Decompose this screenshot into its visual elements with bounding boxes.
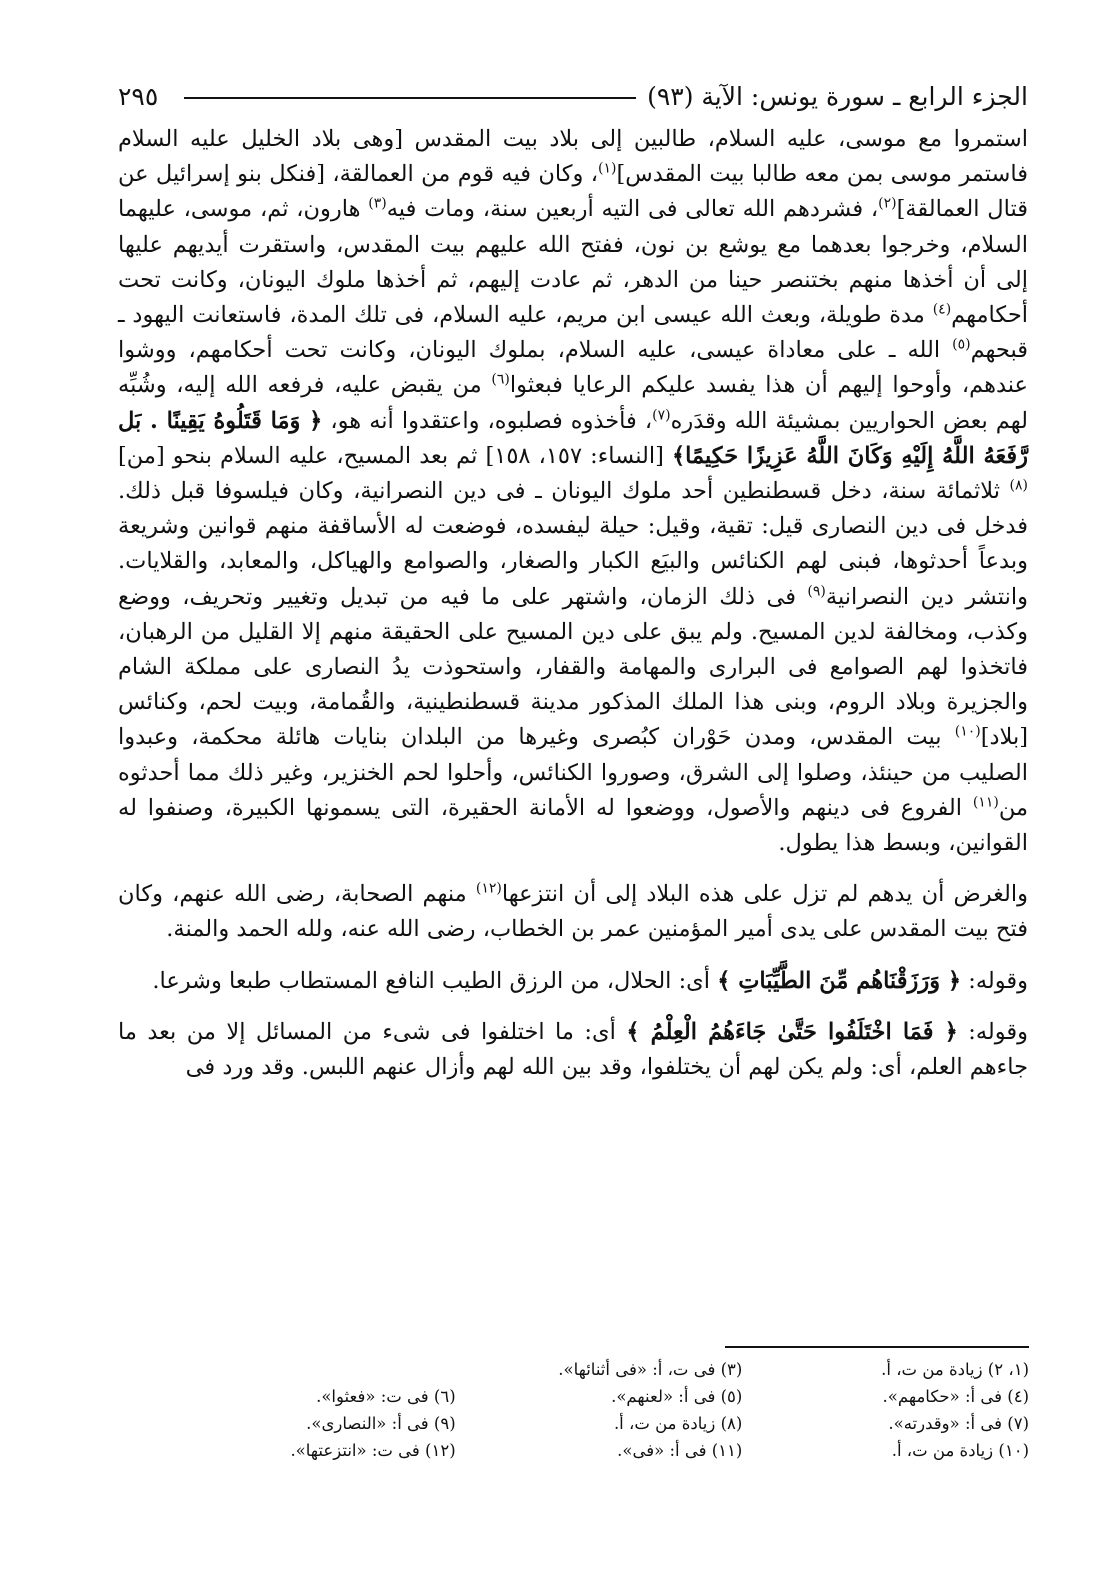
footnote-ref: (٢) bbox=[878, 195, 897, 212]
text-run: وقوله: bbox=[957, 1018, 1028, 1045]
quran-verse: ﴿ فَمَا اخْتَلَفُوا حَتَّىٰ جَاءَهُمُ الْعِلْمُ ﴾ bbox=[626, 1018, 958, 1045]
text-run: الله ـ على معاداة عيسى، عليه السلام، بملوك اليونان، وكانت تحت أحكامهم، ووشوا عندهم، وأوحوا إليهم أن هذا يفسد عليكم الرعايا فبعثوا bbox=[118, 337, 1028, 399]
paragraph-conquest bbox=[118, 877, 1028, 947]
text-run: فى ذلك الزمان، واشتهر على ما فيه من تبديل وتغيير وتحريف، ووضع وكذب، ومخالفة لدين المسيح. ولم يبق على دين المسيح على الحقيقة منهم إلا القليل من الرهبان، فاتخذوا لهم الصوامع فى البرارى والمهامة والقفار، واستحوذت يدُ النصارى على مملكة الشام والجزيرة وبلاد الروم، وبنى هذا الملك المذكور مدينة قسطنطينية، والقُمامة، وبيت لحم، وكنائس [بلاد] bbox=[118, 583, 1028, 751]
footnote: (١٠) زيادة من ت، أ. bbox=[891, 1441, 1029, 1460]
footnote-ref: (٥) bbox=[952, 336, 971, 353]
text-run: ، وكان فيه قوم من العمالقة، [فنكل بنو إسرائيل عن قتال العمالقة] bbox=[118, 161, 1028, 223]
text-run: [النساء: ١٥٧، ١٥٨] ثم بعد المسيح، عليه السلام بنحو [من] bbox=[118, 442, 672, 469]
footnote: (١١) فى أ: «فى». bbox=[617, 1441, 743, 1460]
footnotes bbox=[169, 1356, 1029, 1464]
footnote-rule bbox=[725, 1346, 1029, 1348]
text-run: هارون، ثم، موسى، عليهما السلام، وخرجوا بعدهما مع يوشع بن نون، ففتح الله عليهم بيت المقدس، واستقرت أيديهم عليها إلى أن أخذها منهم بختنصر حينا من الدهر، ثم عادت إليهم، ثم أخذها ملوك اليونان، وكانت تحت أحكامهم bbox=[118, 196, 1028, 329]
text-run: مدة طويلة، وبعث الله عيسى ابن مريم، عليه السلام، فى تلك المدة، فاستعانت اليهود ـ قبحهم bbox=[118, 302, 1028, 364]
footnote: (٤) فى أ: «حكامهم». bbox=[882, 1387, 1029, 1406]
quran-verse: ﴿ وَرَزَقْنَاهُم مِّنَ الطَّيِّبَاتِ ﴾ bbox=[717, 967, 962, 994]
footnote: (٦) فى ت: «فعثوا». bbox=[316, 1387, 456, 1406]
footnote-ref: (٦) bbox=[491, 371, 510, 388]
text-run: منهم الصحابة، رضى الله عنهم، وكان فتح بيت المقدس على يدى أمير المؤمنين عمر بن الخطاب، رضى الله عنه، ولله الحمد والمنة. bbox=[118, 881, 1028, 943]
footnote: (٧) فى أ: «وقدرته». bbox=[888, 1414, 1029, 1433]
running-title: الجزء الرابع ـ سورة يونس: الآية (٩٣) bbox=[647, 82, 1028, 111]
text-run: أى: الحلال، من الرزق الطيب النافع المستطاب طبعا وشرعا. bbox=[152, 967, 718, 994]
footnote: (١، ٢) زيادة من ت، أ. bbox=[881, 1360, 1029, 1379]
text-run: الفروع فى دينهم والأصول، ووضعوا له الأمانة الحقيرة، التى يسمونها الكبيرة، وصنفوا له القوانين، وبسط هذا يطول. bbox=[118, 794, 1028, 857]
header-rule bbox=[184, 97, 636, 99]
footnote-ref: (١) bbox=[597, 160, 617, 177]
footnote-ref: (١٢) bbox=[475, 880, 502, 897]
footnote-ref: (٤) bbox=[932, 301, 952, 318]
text-run: أى: ما اختلفوا فى شىء من المسائل إلا من بعد ما جاءهم العلم، أى: ولم يكن لهم أن يختلفوا، وقد بين الله لهم وأزال عنهم اللبس. وقد ورد فى bbox=[118, 1018, 1028, 1081]
footnote: (٨) زيادة من ت، أ. bbox=[613, 1414, 743, 1433]
paragraph-history bbox=[118, 122, 1028, 861]
quran-verse: ﴿ وَمَا قَتَلُوهُ يَقِينًا . بَل رَّفَعَهُ اللَّهُ إِلَيْهِ وَكَانَ اللَّهُ عَزِيزًا حَكِيمًا﴾ bbox=[118, 407, 1028, 469]
footnote-ref: (١١) bbox=[972, 794, 999, 811]
main-text bbox=[118, 122, 1028, 1085]
footnote-ref: (٣) bbox=[368, 195, 387, 212]
text-run: استمروا مع موسى، عليه السلام، طالبين إلى بلاد بيت المقدس [وهى بلاد الخليل عليه السلام فاستمر موسى بمن معه طالبا بيت المقدس] bbox=[118, 126, 1028, 188]
footnote: (٣) فى ت، أ: «فى أثنائها». bbox=[558, 1360, 743, 1379]
page-number: ٢٩٥ bbox=[118, 82, 159, 111]
footnote-ref: (٧) bbox=[652, 407, 671, 424]
footnote-ref: (٨) bbox=[1009, 477, 1028, 494]
text-run: من يقبض عليه، فرفعه الله إليه، وشُبِّه لهم بعض الحواريين بمشيئة الله وقدَره bbox=[118, 372, 1028, 434]
text-run: والغرض أن يدهم لم تزل على هذه البلاد إلى أن انتزعها bbox=[501, 881, 1028, 908]
text-run: وقوله: bbox=[961, 967, 1028, 994]
footnote: (٩) فى أ: «النصارى». bbox=[306, 1414, 456, 1433]
text-run: ، فأخذوه فصلبوه، واعتقدوا أنه هو، bbox=[322, 407, 653, 434]
paragraph-knowledge bbox=[118, 1015, 1028, 1085]
text-run: ، فشردهم الله تعالى فى التيه أربعين سنة، ومات فيه bbox=[386, 196, 879, 223]
text-run: بيت المقدس، ومدن حَوْران كبُصرى وغيرها من البلدان بنايات هائلة محكمة، وعبدوا الصليب من حينئذ، وصلوا إلى الشرق، وصوروا الكنائس، وأحلوا لحم الخنزير، وغير ذلك مما أحدثوه من bbox=[118, 724, 1028, 821]
footnote-ref: (٩) bbox=[807, 583, 826, 600]
page-header bbox=[118, 78, 1028, 118]
footnote bbox=[169, 1356, 456, 1383]
text-run: ثلاثمائة سنة، دخل قسطنطين أحد ملوك اليونان ـ فى دين النصرانية، وكان فيلسوفا قبل ذلك. فدخل فى دين النصارى قيل: تقية، وقيل: حيلة ليفسده، فوضعت له الأساقفة منهم قوانين وشريعة وبدعاً أحدثوها، فبنى لهم الكنائس والبيَع الكبار والصغار، والصوامع والهياكل، والمعابد، والقلايات. وانتشر دين النصرانية bbox=[118, 478, 1029, 610]
paragraph-provision bbox=[118, 964, 1028, 999]
footnote-ref: (١٠) bbox=[954, 723, 981, 740]
footnote: (١٢) فى ت: «انتزعتها». bbox=[290, 1441, 456, 1460]
footnote: (٥) فى أ: «لعنهم». bbox=[611, 1387, 743, 1406]
